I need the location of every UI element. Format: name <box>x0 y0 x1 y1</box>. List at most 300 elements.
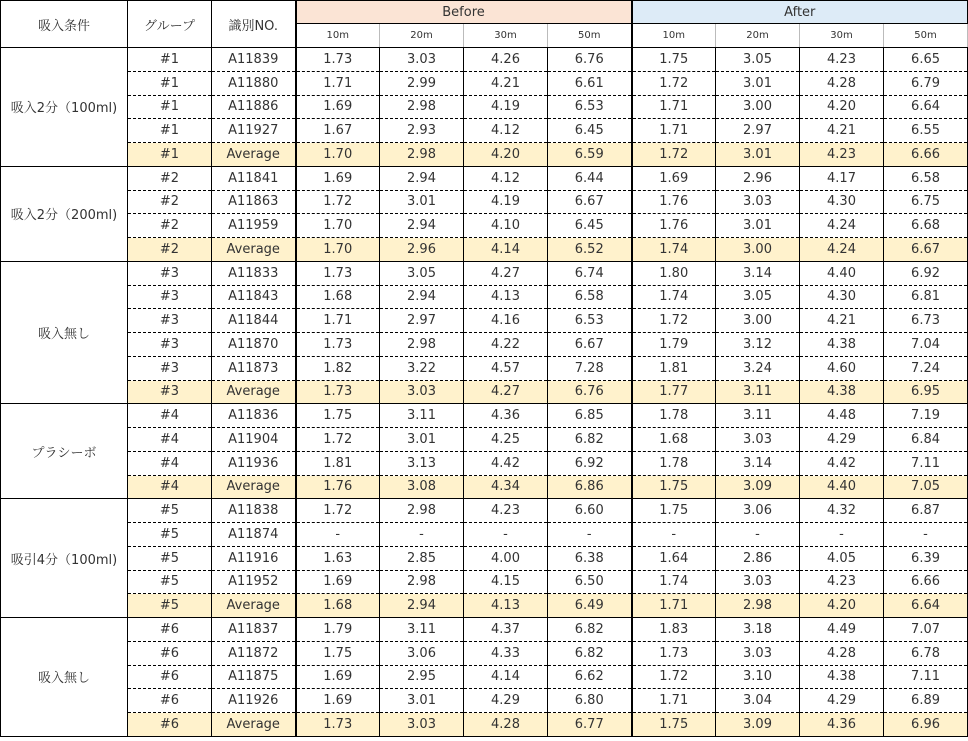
after-value-cell: 3.18 <box>716 618 800 642</box>
after-value-cell: 3.14 <box>716 451 800 475</box>
after-value-cell: 4.21 <box>800 309 884 333</box>
after-value-cell: 4.32 <box>800 499 884 523</box>
group-cell: #5 <box>128 546 212 570</box>
after-value-cell: 4.60 <box>800 356 884 380</box>
table-row <box>1 356 968 380</box>
id-cell: A11872 <box>212 641 296 665</box>
before-value-cell: 3.13 <box>380 451 464 475</box>
after-value-cell: 3.01 <box>716 143 800 167</box>
before-value-cell: 1.81 <box>296 451 380 475</box>
before-value-cell: 1.67 <box>296 119 380 143</box>
after-value-cell: 4.05 <box>800 546 884 570</box>
after-value-cell: 6.96 <box>884 713 968 737</box>
table-row <box>1 404 968 428</box>
after-value-cell: 1.74 <box>632 570 716 594</box>
after-value-cell: 2.86 <box>716 546 800 570</box>
after-value-cell: 4.28 <box>800 641 884 665</box>
after-value-cell: 3.09 <box>716 475 800 499</box>
id-cell: A11863 <box>212 190 296 214</box>
header-after: After <box>632 1 968 24</box>
before-value-cell: 6.74 <box>548 261 632 285</box>
after-value-cell: 1.75 <box>632 475 716 499</box>
after-value-cell: 3.06 <box>716 499 800 523</box>
before-value-cell: 6.77 <box>548 713 632 737</box>
average-row <box>1 238 968 262</box>
before-value-cell: 1.69 <box>296 166 380 190</box>
after-value-cell: 4.29 <box>800 428 884 452</box>
group-cell: #5 <box>128 523 212 547</box>
after-value-cell: 1.79 <box>632 333 716 357</box>
id-cell: A11833 <box>212 261 296 285</box>
before-value-cell: 4.19 <box>464 190 548 214</box>
condition-cell: プラシーボ <box>1 404 128 499</box>
before-value-cell: 3.11 <box>380 404 464 428</box>
before-value-cell: 2.95 <box>380 665 464 689</box>
after-value-cell: 7.24 <box>884 356 968 380</box>
table-row <box>1 95 968 119</box>
before-value-cell: 4.29 <box>464 689 548 713</box>
before-value-cell: 4.21 <box>464 71 548 95</box>
before-value-cell: 4.37 <box>464 618 548 642</box>
before-value-cell: 6.59 <box>548 143 632 167</box>
before-value-cell: 6.92 <box>548 451 632 475</box>
group-cell: #6 <box>128 713 212 737</box>
after-value-cell: 2.96 <box>716 166 800 190</box>
before-value-cell: 1.69 <box>296 689 380 713</box>
group-cell: #4 <box>128 404 212 428</box>
group-cell: #2 <box>128 190 212 214</box>
condition-cell: 吸入2分（100ml) <box>1 48 128 167</box>
before-value-cell: 1.73 <box>296 713 380 737</box>
id-cell: A11873 <box>212 356 296 380</box>
after-value-cell: 6.67 <box>884 238 968 262</box>
before-value-cell: 1.70 <box>296 214 380 238</box>
before-value-cell: 6.67 <box>548 333 632 357</box>
after-value-cell: 6.75 <box>884 190 968 214</box>
id-cell: Average <box>212 238 296 262</box>
average-row <box>1 594 968 618</box>
group-cell: #3 <box>128 356 212 380</box>
after-value-cell: 3.00 <box>716 238 800 262</box>
after-value-cell: 6.95 <box>884 380 968 404</box>
before-value-cell: 2.93 <box>380 119 464 143</box>
after-value-cell: 1.72 <box>632 143 716 167</box>
before-value-cell: 2.96 <box>380 238 464 262</box>
group-cell: #2 <box>128 214 212 238</box>
table-row <box>1 71 968 95</box>
after-value-cell: 3.00 <box>716 309 800 333</box>
before-value-cell: 2.97 <box>380 309 464 333</box>
before-value-cell: 4.20 <box>464 143 548 167</box>
id-cell: A11959 <box>212 214 296 238</box>
before-value-cell: 3.22 <box>380 356 464 380</box>
header-after-30m: 30m <box>800 24 884 48</box>
before-value-cell: 1.75 <box>296 641 380 665</box>
after-value-cell: 3.14 <box>716 261 800 285</box>
id-cell: A11837 <box>212 618 296 642</box>
header-after-20m: 20m <box>716 24 800 48</box>
before-value-cell: 6.60 <box>548 499 632 523</box>
id-cell: Average <box>212 594 296 618</box>
group-cell: #4 <box>128 475 212 499</box>
after-value-cell: 3.03 <box>716 190 800 214</box>
before-value-cell: 1.72 <box>296 428 380 452</box>
group-cell: #3 <box>128 285 212 309</box>
after-value-cell: 4.29 <box>800 689 884 713</box>
before-value-cell: 6.44 <box>548 166 632 190</box>
before-value-cell: 6.82 <box>548 428 632 452</box>
id-cell: Average <box>212 713 296 737</box>
after-value-cell: 3.03 <box>716 428 800 452</box>
after-value-cell: 4.23 <box>800 48 884 72</box>
table-row <box>1 451 968 475</box>
before-value-cell: 4.13 <box>464 285 548 309</box>
header-group: グループ <box>128 1 212 48</box>
before-value-cell: 6.76 <box>548 380 632 404</box>
after-value-cell: 1.72 <box>632 309 716 333</box>
after-value-cell: 4.20 <box>800 594 884 618</box>
after-value-cell: 3.03 <box>716 570 800 594</box>
after-value-cell: 3.05 <box>716 285 800 309</box>
before-value-cell: 3.03 <box>380 380 464 404</box>
id-cell: A11927 <box>212 119 296 143</box>
before-value-cell: 2.98 <box>380 95 464 119</box>
average-row <box>1 475 968 499</box>
after-value-cell: 1.75 <box>632 499 716 523</box>
after-value-cell: 6.73 <box>884 309 968 333</box>
header-before-10m: 10m <box>296 24 380 48</box>
table-row <box>1 119 968 143</box>
before-value-cell: 6.53 <box>548 309 632 333</box>
group-cell: #4 <box>128 428 212 452</box>
before-value-cell: 3.01 <box>380 190 464 214</box>
before-value-cell: 4.25 <box>464 428 548 452</box>
after-value-cell: 4.38 <box>800 665 884 689</box>
before-value-cell: 1.68 <box>296 285 380 309</box>
after-value-cell: 1.71 <box>632 689 716 713</box>
after-value-cell: 3.04 <box>716 689 800 713</box>
after-value-cell: 1.68 <box>632 428 716 452</box>
before-value-cell: 1.68 <box>296 594 380 618</box>
before-value-cell: 6.76 <box>548 48 632 72</box>
before-value-cell: 2.94 <box>380 166 464 190</box>
before-value-cell: 1.70 <box>296 143 380 167</box>
id-cell: A11886 <box>212 95 296 119</box>
header-before: Before <box>296 1 632 24</box>
before-value-cell: 6.82 <box>548 618 632 642</box>
condition-cell: 吸入無し <box>1 618 128 737</box>
after-value-cell: 3.05 <box>716 48 800 72</box>
group-cell: #5 <box>128 594 212 618</box>
table-row <box>1 166 968 190</box>
before-value-cell: 1.73 <box>296 380 380 404</box>
average-row <box>1 380 968 404</box>
after-value-cell: 1.83 <box>632 618 716 642</box>
after-value-cell: 1.75 <box>632 713 716 737</box>
after-value-cell: - <box>716 523 800 547</box>
after-value-cell: 6.66 <box>884 143 968 167</box>
before-value-cell: 2.99 <box>380 71 464 95</box>
after-value-cell: 7.04 <box>884 333 968 357</box>
after-value-cell: 4.23 <box>800 570 884 594</box>
before-value-cell: 1.76 <box>296 475 380 499</box>
before-value-cell: 4.12 <box>464 119 548 143</box>
before-value-cell: 3.05 <box>380 261 464 285</box>
after-value-cell: 1.72 <box>632 71 716 95</box>
after-value-cell: 1.80 <box>632 261 716 285</box>
after-value-cell: 6.81 <box>884 285 968 309</box>
after-value-cell: 6.65 <box>884 48 968 72</box>
before-value-cell: 1.72 <box>296 190 380 214</box>
after-value-cell: 3.10 <box>716 665 800 689</box>
header-condition: 吸入条件 <box>1 1 128 48</box>
group-cell: #1 <box>128 119 212 143</box>
group-cell: #2 <box>128 166 212 190</box>
before-value-cell: 6.58 <box>548 285 632 309</box>
before-value-cell: 6.49 <box>548 594 632 618</box>
before-value-cell: 6.50 <box>548 570 632 594</box>
before-value-cell: 4.10 <box>464 214 548 238</box>
after-value-cell: 1.69 <box>632 166 716 190</box>
before-value-cell: 1.75 <box>296 404 380 428</box>
before-value-cell: 4.14 <box>464 665 548 689</box>
table-body <box>1 48 968 737</box>
before-value-cell: 4.15 <box>464 570 548 594</box>
id-cell: Average <box>212 475 296 499</box>
before-value-cell: 6.45 <box>548 119 632 143</box>
before-value-cell: 6.45 <box>548 214 632 238</box>
group-cell: #4 <box>128 451 212 475</box>
average-row <box>1 713 968 737</box>
after-value-cell: 3.01 <box>716 71 800 95</box>
before-value-cell: 4.57 <box>464 356 548 380</box>
header-before-30m: 30m <box>464 24 548 48</box>
id-cell: Average <box>212 143 296 167</box>
header-id: 識別NO. <box>212 1 296 48</box>
before-value-cell: 6.61 <box>548 71 632 95</box>
before-value-cell: 1.82 <box>296 356 380 380</box>
id-cell: A11904 <box>212 428 296 452</box>
after-value-cell: 4.30 <box>800 190 884 214</box>
after-value-cell: 4.38 <box>800 333 884 357</box>
before-value-cell: 7.28 <box>548 356 632 380</box>
after-value-cell: 4.38 <box>800 380 884 404</box>
before-value-cell: 2.98 <box>380 499 464 523</box>
before-value-cell: 6.62 <box>548 665 632 689</box>
id-cell: A11875 <box>212 665 296 689</box>
before-value-cell: 2.94 <box>380 214 464 238</box>
before-value-cell: 3.01 <box>380 689 464 713</box>
id-cell: A11916 <box>212 546 296 570</box>
after-value-cell: 4.17 <box>800 166 884 190</box>
before-value-cell: 4.34 <box>464 475 548 499</box>
table-row <box>1 214 968 238</box>
after-value-cell: 4.24 <box>800 238 884 262</box>
before-value-cell: 1.73 <box>296 261 380 285</box>
after-value-cell: 4.42 <box>800 451 884 475</box>
after-value-cell: 1.74 <box>632 238 716 262</box>
before-value-cell: - <box>296 523 380 547</box>
group-cell: #2 <box>128 238 212 262</box>
group-cell: #3 <box>128 309 212 333</box>
table-row <box>1 309 968 333</box>
after-value-cell: 4.40 <box>800 475 884 499</box>
condition-cell: 吸入2分（200ml) <box>1 166 128 261</box>
before-value-cell: 4.16 <box>464 309 548 333</box>
group-cell: #6 <box>128 665 212 689</box>
before-value-cell: 6.38 <box>548 546 632 570</box>
after-value-cell: 6.78 <box>884 641 968 665</box>
before-value-cell: 4.42 <box>464 451 548 475</box>
after-value-cell: 3.00 <box>716 95 800 119</box>
id-cell: A11880 <box>212 71 296 95</box>
after-value-cell: 6.64 <box>884 594 968 618</box>
id-cell: A11936 <box>212 451 296 475</box>
id-cell: A11841 <box>212 166 296 190</box>
before-value-cell: 6.86 <box>548 475 632 499</box>
after-value-cell: 6.39 <box>884 546 968 570</box>
after-value-cell: 3.03 <box>716 641 800 665</box>
table-row <box>1 48 968 72</box>
before-value-cell: 1.71 <box>296 309 380 333</box>
after-value-cell: 4.49 <box>800 618 884 642</box>
before-value-cell: 6.53 <box>548 95 632 119</box>
after-value-cell: 2.97 <box>716 119 800 143</box>
group-cell: #1 <box>128 95 212 119</box>
id-cell: A11838 <box>212 499 296 523</box>
before-value-cell: 3.08 <box>380 475 464 499</box>
after-value-cell: 2.98 <box>716 594 800 618</box>
before-value-cell: 4.19 <box>464 95 548 119</box>
after-value-cell: 6.58 <box>884 166 968 190</box>
before-value-cell: 4.33 <box>464 641 548 665</box>
before-value-cell: 1.63 <box>296 546 380 570</box>
table-row <box>1 641 968 665</box>
after-value-cell: 7.11 <box>884 665 968 689</box>
after-value-cell: 1.77 <box>632 380 716 404</box>
after-value-cell: 1.78 <box>632 451 716 475</box>
table-row <box>1 665 968 689</box>
group-cell: #6 <box>128 641 212 665</box>
before-value-cell: - <box>548 523 632 547</box>
after-value-cell: 4.28 <box>800 71 884 95</box>
after-value-cell: 7.07 <box>884 618 968 642</box>
after-value-cell: 4.20 <box>800 95 884 119</box>
table-row <box>1 190 968 214</box>
before-value-cell: 3.11 <box>380 618 464 642</box>
before-value-cell: - <box>380 523 464 547</box>
before-value-cell: 1.69 <box>296 570 380 594</box>
after-value-cell: 6.66 <box>884 570 968 594</box>
group-cell: #3 <box>128 333 212 357</box>
after-value-cell: 4.23 <box>800 143 884 167</box>
header-after-50m: 50m <box>884 24 968 48</box>
after-value-cell: 4.21 <box>800 119 884 143</box>
table-row <box>1 689 968 713</box>
before-value-cell: 4.27 <box>464 261 548 285</box>
before-value-cell: 1.73 <box>296 333 380 357</box>
before-value-cell: 2.94 <box>380 594 464 618</box>
before-value-cell: 3.06 <box>380 641 464 665</box>
average-row <box>1 143 968 167</box>
after-value-cell: 1.64 <box>632 546 716 570</box>
group-cell: #1 <box>128 143 212 167</box>
after-value-cell: 1.73 <box>632 641 716 665</box>
before-value-cell: 6.82 <box>548 641 632 665</box>
after-value-cell: - <box>632 523 716 547</box>
after-value-cell: 3.11 <box>716 404 800 428</box>
before-value-cell: 4.26 <box>464 48 548 72</box>
before-value-cell: 4.00 <box>464 546 548 570</box>
after-value-cell: 6.64 <box>884 95 968 119</box>
before-value-cell: 6.52 <box>548 238 632 262</box>
id-cell: A11836 <box>212 404 296 428</box>
group-cell: #1 <box>128 48 212 72</box>
after-value-cell: 4.36 <box>800 713 884 737</box>
before-value-cell: 2.98 <box>380 570 464 594</box>
after-value-cell: 1.71 <box>632 594 716 618</box>
table-row <box>1 570 968 594</box>
before-value-cell: 4.28 <box>464 713 548 737</box>
after-value-cell: 6.79 <box>884 71 968 95</box>
before-value-cell: 1.70 <box>296 238 380 262</box>
table-row <box>1 428 968 452</box>
after-value-cell: 1.76 <box>632 190 716 214</box>
group-cell: #6 <box>128 689 212 713</box>
after-value-cell: 4.48 <box>800 404 884 428</box>
after-value-cell: 1.75 <box>632 48 716 72</box>
after-value-cell: - <box>800 523 884 547</box>
after-value-cell: 3.12 <box>716 333 800 357</box>
before-value-cell: 1.73 <box>296 48 380 72</box>
after-value-cell: 4.30 <box>800 285 884 309</box>
before-value-cell: - <box>464 523 548 547</box>
after-value-cell: 7.05 <box>884 475 968 499</box>
after-value-cell: 6.84 <box>884 428 968 452</box>
table-row <box>1 499 968 523</box>
after-value-cell: 3.01 <box>716 214 800 238</box>
after-value-cell: 1.78 <box>632 404 716 428</box>
after-value-cell: 6.87 <box>884 499 968 523</box>
after-value-cell: 4.24 <box>800 214 884 238</box>
id-cell: A11874 <box>212 523 296 547</box>
before-value-cell: 1.72 <box>296 499 380 523</box>
before-value-cell: 3.03 <box>380 48 464 72</box>
table-row <box>1 261 968 285</box>
header-before-50m: 50m <box>548 24 632 48</box>
before-value-cell: 6.80 <box>548 689 632 713</box>
before-value-cell: 1.79 <box>296 618 380 642</box>
group-cell: #1 <box>128 71 212 95</box>
condition-cell: 吸入無し <box>1 261 128 404</box>
after-value-cell: 1.74 <box>632 285 716 309</box>
after-value-cell: 6.89 <box>884 689 968 713</box>
id-cell: A11843 <box>212 285 296 309</box>
before-value-cell: 4.22 <box>464 333 548 357</box>
before-value-cell: 2.94 <box>380 285 464 309</box>
after-value-cell: 3.24 <box>716 356 800 380</box>
after-value-cell: 7.11 <box>884 451 968 475</box>
after-value-cell: 1.81 <box>632 356 716 380</box>
after-value-cell: 6.68 <box>884 214 968 238</box>
after-value-cell: 1.76 <box>632 214 716 238</box>
after-value-cell: 1.72 <box>632 665 716 689</box>
after-value-cell: - <box>884 523 968 547</box>
header-before-20m: 20m <box>380 24 464 48</box>
table-row <box>1 523 968 547</box>
id-cell: A11870 <box>212 333 296 357</box>
after-value-cell: 7.19 <box>884 404 968 428</box>
